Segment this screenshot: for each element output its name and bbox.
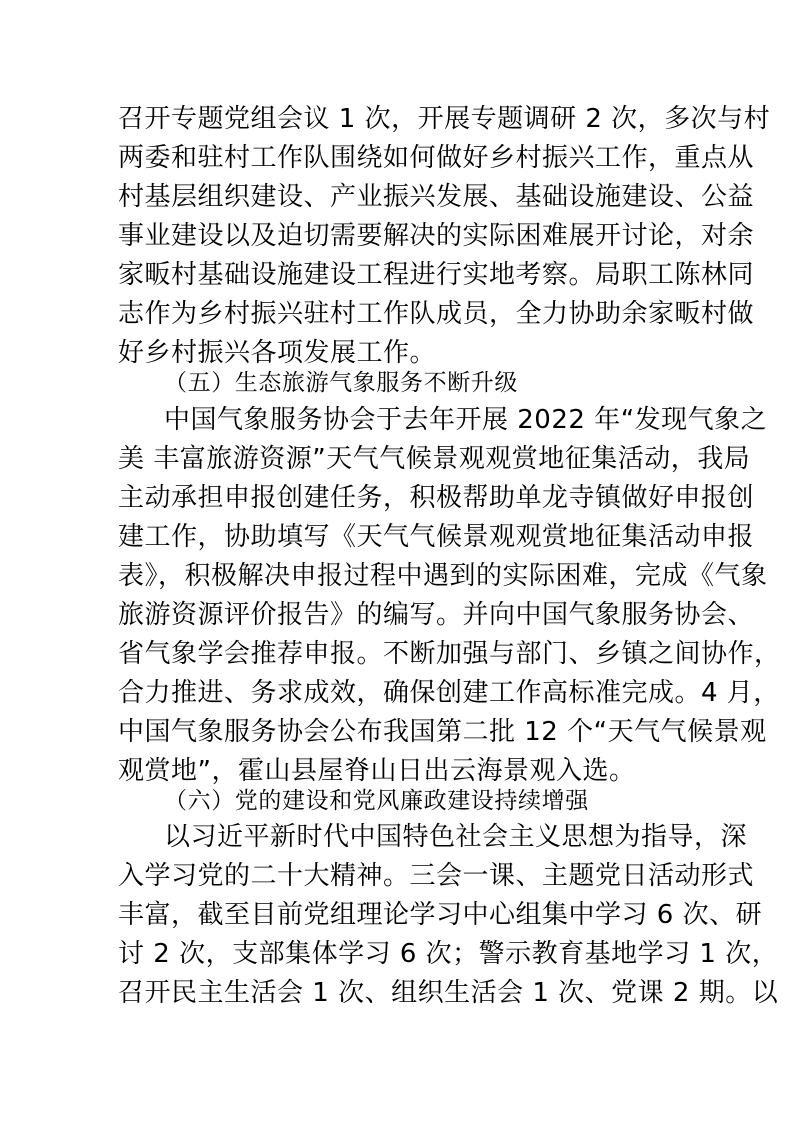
body-line: 讨 2 次，支部集体学习 6 次；警示教育基地学习 1 次， [118, 939, 779, 969]
body-line: 主动承担申报创建任务，积极帮助单龙寺镇做好申报创 [118, 483, 755, 513]
section-heading: （五）生态旅游气象服务不断升级 [164, 370, 518, 396]
body-line: 中国气象服务协会于去年开展 2022 年“发现气象之 [164, 405, 768, 435]
body-line: 志作为乡村振兴驻村工作队成员，全力协助余家畈村做 [118, 299, 755, 329]
body-line: 入学习党的二十大精神。三会一课、主题党日活动形式 [118, 861, 755, 891]
body-line: 召开专题党组会议 1 次，开展专题调研 2 次，多次与村 [118, 104, 771, 134]
body-line: 好乡村振兴各项发展工作。 [118, 338, 437, 368]
body-line: 村基层组织建设、产业振兴发展、基础设施建设、公益 [118, 182, 755, 212]
body-line: 合力推进、务求成效，确保创建工作高标准完成。4 月， [118, 678, 780, 708]
body-line: 旅游资源评价报告》的编写。并向中国气象服务协会、 [118, 600, 755, 630]
body-line: 美 丰富旅游资源”天气气候景观观赏地征集活动，我局 [118, 444, 751, 474]
body-line: 省气象学会推荐申报。不断加强与部门、乡镇之间协作， [118, 639, 781, 669]
section-heading: （六）党的建设和党风廉政建设持续增强 [164, 788, 589, 814]
body-line: 中国气象服务协会公布我国第二批 12 个“天气气候景观 [118, 717, 767, 747]
body-line: 家畈村基础设施建设工程进行实地考察。局职工陈林同 [118, 260, 755, 290]
body-line: 建工作，协助填写《天气气候景观观赏地征集活动申报 [118, 522, 755, 552]
body-line: 丰富，截至目前党组理论学习中心组集中学习 6 次、研 [118, 900, 763, 930]
body-line: 事业建设以及迫切需要解决的实际困难展开讨论，对余 [118, 221, 755, 251]
body-line: 表》，积极解决申报过程中遇到的实际困难，完成《气象 [118, 561, 768, 591]
body-line: 召开民主生活会 1 次、组织生活会 1 次、党课 2 期。以 [118, 978, 779, 1008]
body-line: 两委和驻村工作队围绕如何做好乡村振兴工作，重点从 [118, 143, 755, 173]
body-line: 观赏地”，霍山县屋脊山日出云海景观入选。 [118, 756, 636, 786]
body-line: 以习近平新时代中国特色社会主义思想为指导，深 [164, 822, 748, 852]
